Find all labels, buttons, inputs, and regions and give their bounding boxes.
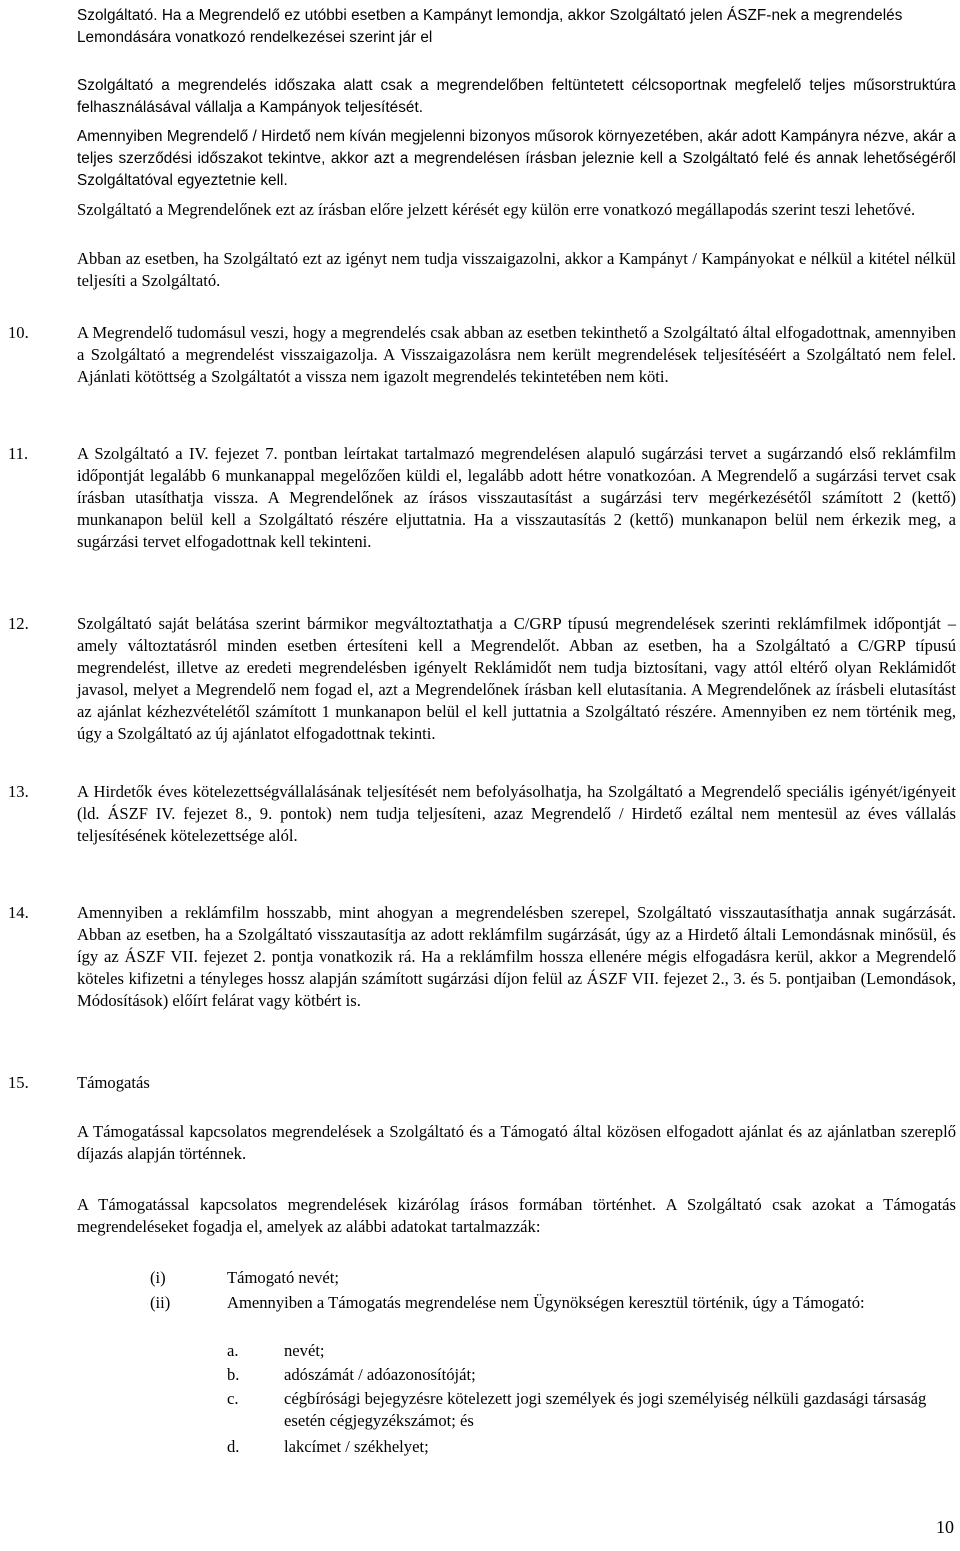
subitem-text-d: lakcímet / székhelyet; — [284, 1437, 429, 1456]
subitem-label-a: a. — [227, 1341, 239, 1360]
list-item-label-i: (i) — [150, 1268, 166, 1287]
list-item-text-i: Támogató nevét; — [227, 1268, 339, 1287]
section-number-12: 12. — [8, 614, 29, 633]
support-paragraph-1: A Támogatással kapcsolatos megrendelések a Szolgáltató és a Támogató által közösen elfogadott ajánlat és az ajánlatban szereplő díjazás alapján történnek. — [77, 1122, 956, 1163]
list-item-text-ii: Amennyiben a Támogatás megrendelése nem Ügynökségen keresztül történik, úgy a Támogató: — [227, 1293, 865, 1312]
subitem-text-a: nevét; — [284, 1341, 325, 1360]
page-number: 10 — [936, 1517, 954, 1537]
section-text-12: Szolgáltató saját belátása szerint bármikor megváltoztathatja a C/GRP típusú megrendelések szerinti reklámfilmek időpontját – amely változtatásról minden esetben értesíteni kell a Megrendelőt. Abban az esetben, ha a Szolgáltató a C/GRP típusú megrendelést, illetve az eredeti megrendelésben igényelt Reklámidőt nem tudja biztosítani, vagy attól eltérő olyan Reklámidőt javasol, melyet a Megrendelő nem fogad el, azt a Megrendelőnek írásban kell elutasítania. A Megrendelőnek az írásbeli elutasítást az ajánlat kézhezvételétől számított 1 munkanapon belül el kell juttatnia a Szolgáltató részére. Amennyiben ez nem történik meg, úgy a Szolgáltató az új ajánlatot elfogadottnak tekinti. — [77, 614, 956, 743]
section-text-13: A Hirdetők éves kötelezettségvállalásának teljesítését nem befolyásolhatja, ha Szolgáltató a Megrendelő speciális igényét/igényeit (ld. ÁSZF IV. fejezet 8., 9. pontok) nem tudja teljesíteni, azaz Megrendelő / Hirdető ezáltal nem mentesül az éves vállalás teljesítésének kötelezettsége alól. — [77, 782, 956, 845]
section-title-15: Támogatás — [77, 1073, 150, 1092]
section-number-10: 10. — [8, 323, 29, 342]
section-number-13: 13. — [8, 782, 29, 801]
list-item-label-ii: (ii) — [150, 1293, 171, 1312]
subitem-label-b: b. — [227, 1365, 240, 1384]
intro-paragraph-2: Szolgáltató a megrendelés időszaka alatt csak a megrendelőben feltüntetett célcsoportnak megfelelő teljes műsorstruktúra felhasználásával vállalja a Kampányok teljesítését. — [77, 77, 956, 116]
intro-paragraph-4: Szolgáltató a Megrendelőnek ezt az írásban előre jelzett kérését egy külön erre vonatkozó megállapodás szerint teszi lehetővé. — [77, 200, 916, 219]
subitem-label-d: d. — [227, 1437, 240, 1456]
section-text-14: Amennyiben a reklámfilm hosszabb, mint ahogyan a megrendelésben szerepel, Szolgáltató visszautasíthatja annak sugárzását. Abban az esetben, ha a Szolgáltató visszautasítja az adott reklámfilm sugárzását, úgy az a Hirdető általi Lemondásnak minősül, és így az ÁSZF VII. fejezet 2. pontja vonatkozik rá. Ha a reklámfilm hossza ellenére mégis elfogadásra kerül, akkor a Megrendelő köteles kifizetni a tényleges hossz alapján számított sugárzási díjon felül az ÁSZF VII. fejezet 2., 3. és 5. pontjaiban (Lemondások, Módosítások) előírt felárat vagy kötbért is. — [77, 903, 956, 1010]
section-text-11: A Szolgáltató a IV. fejezet 7. pontban leírtakat tartalmazó megrendelésen alapuló sugárzási tervet a sugárzandó első reklámfilm időpontját legalább 6 munkanappal megelőzően küldi el, legalább adott hétre vonatkozóan. A Megrendelő a sugárzási tervet csak írásban utasíthatja vissza. A Megrendelőnek az írásos visszautasítást a sugárzási terv megérkezésétől számított 2 (kettő) munkanapon belül kell a Szolgáltató részére eljuttatnia. Ha a visszautasítás 2 (kettő) munkanapon belül nem érkezik meg, a sugárzási tervet elfogadottnak kell tekinteni. — [77, 444, 956, 551]
subitem-text-c: cégbírósági bejegyzésre kötelezett jogi személyek és jogi személyiség nélküli gazdasági társaság esetén cégjegyzékszámot; és — [284, 1389, 927, 1430]
section-number-14: 14. — [8, 903, 29, 922]
support-paragraph-2: A Támogatással kapcsolatos megrendelések kizárólag írásos formában történhet. A Szolgáltató csak azokat a Támogatás megrendeléseket fogadja el, amelyek az alábbi adatokat tartalmazzák: — [77, 1195, 956, 1236]
intro-paragraph-5: Abban az esetben, ha Szolgáltató ezt az igényt nem tudja visszaigazolni, akkor a Kampányt / Kampányokat e nélkül a kitétel nélkül teljesíti a Szolgáltató. — [77, 249, 956, 290]
section-text-10: A Megrendelő tudomásul veszi, hogy a megrendelés csak abban az esetben tekinthető a Szolgáltató által elfogadottnak, amennyiben a Szolgáltató a megrendelést visszaigazolja. A Visszaigazolásra nem került megrendelések teljesítéséért a Szolgáltató nem felel. Ajánlati kötöttség a Szolgáltatót a vissza nem igazolt megrendelés tekintetében nem köti. — [77, 323, 956, 386]
subitem-text-b: adószámát / adóazonosítóját; — [284, 1365, 476, 1384]
section-number-15: 15. — [8, 1073, 29, 1092]
intro-paragraph-3: Amennyiben Megrendelő / Hirdető nem kíván megjelenni bizonyos műsorok környezetében, akár adott Kampányra nézve, akár a teljes szerződési időszakot tekintve, akkor azt a megrendelésen írásban jeleznie kell a Szolgáltató felé és annak lehetőségéről Szolgáltatóval egyeztetnie kell. — [77, 128, 956, 189]
intro-paragraph-1: Szolgáltató. Ha a Megrendelő ez utóbbi esetben a Kampányt lemondja, akkor Szolgáltató jelen ÁSZF-nek a megrendelés Lemondására vonatkozó rendelkezései szerint jár el — [77, 7, 903, 46]
section-number-11: 11. — [8, 444, 29, 463]
subitem-label-c: c. — [227, 1389, 239, 1408]
